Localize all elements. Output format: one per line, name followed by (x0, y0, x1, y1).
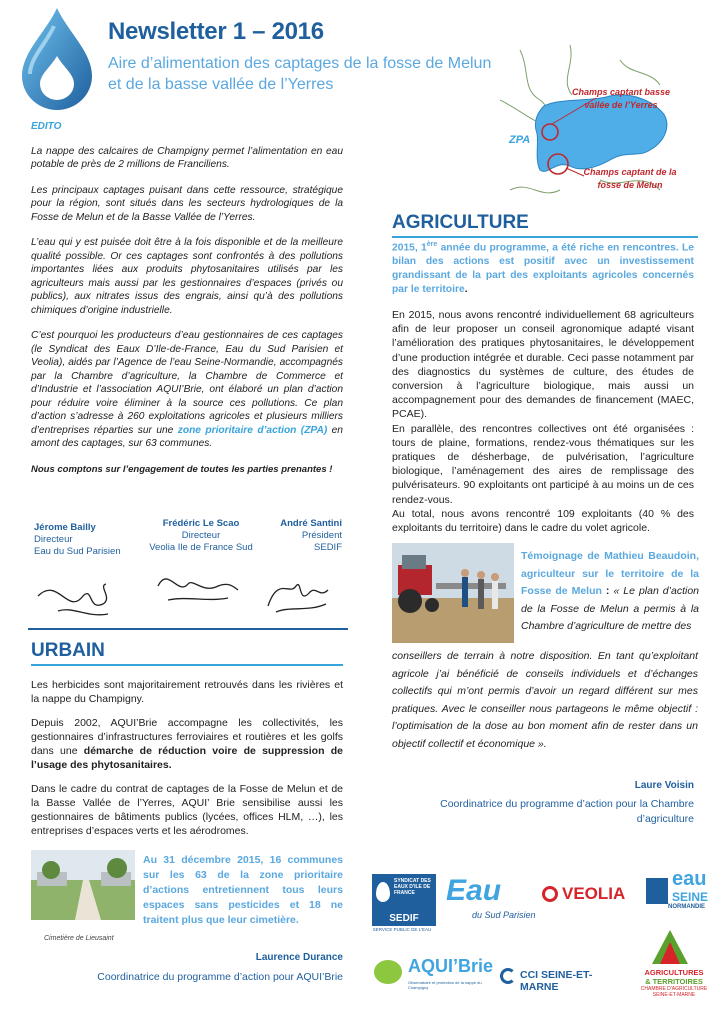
lead-dot: . (464, 284, 468, 296)
aquibrie-sub: Observatoire et protection de la nappe du Champigny (408, 980, 482, 990)
eau-sud-text: Eau (446, 874, 502, 907)
aquibrie-logo (374, 956, 498, 996)
seine-normandie-icon (646, 878, 668, 904)
signatory (34, 522, 121, 558)
author-role: Coordinatrice du programme d’action pour la Chambre d’agriculture (440, 798, 694, 825)
tractor-photo (392, 543, 514, 643)
lead-text: 2015, 1 (392, 242, 427, 254)
sedif-logo-sub: SERVICE PUBLIC DE L'EAU (372, 927, 432, 932)
signatory-name: Jérome Bailly (34, 522, 96, 533)
agri-text: SEINE-ET-MARNE (652, 992, 696, 998)
agriculture-paragraph: Au total, nous avons rencontré 109 exploitants (40 % des exploitants du territoire) dans le cadre du volet agricole. (392, 507, 694, 535)
signatory-name: André Santini (280, 518, 342, 529)
urbain-paragraph: Les herbicides sont majoritairement retrouvés dans les rivières et la nappe du Champigny. (31, 679, 343, 705)
aquibrie-icon (374, 960, 402, 984)
agriculture-heading: AGRICULTURE (392, 212, 529, 233)
cci-icon (500, 968, 516, 984)
divider (31, 664, 343, 666)
testimony-intro (521, 548, 699, 636)
normandie-text: NORMANDIE (668, 904, 705, 910)
urbain-section (31, 678, 343, 848)
urbain-paragraph (31, 716, 343, 772)
divider (28, 628, 348, 630)
testimony-quote: « Le plan d’action de la Fosse de Melun a permis à la Chambre d’agriculture de mettre des (521, 585, 699, 632)
map-label-zpa: ZPA (509, 134, 531, 146)
drop-icon (376, 882, 390, 902)
zpa-highlight: zone prioritaire d’action (ZPA) (177, 424, 328, 436)
cci-text: CCI SEINE-ET-MARNE (520, 969, 593, 993)
photo-caption: Cimetière de Lieusaint (44, 935, 114, 942)
agriculture-paragraph: En parallèle, des rencontres collectives ont été organisées : tours de plaine, formations, rendez-vous thématiques sur les pratiques de désherbage, de pulvérisation, l’agriculture biologique, l’aménagement des aires de remplissage des pulvérisateurs. 90 exploitants ont participé à au moins un de ces rendez-vous. (392, 422, 694, 506)
lead-text: année du programme, a été riche en rencontres. Le bilan des actions est positif avec un investissement grandissant de la part des exploitants agricoles concernés par le territoire (392, 242, 694, 296)
author-role: Coordinatrice du programme d’action pour AQUI’Brie (97, 971, 343, 983)
sedif-logo-text: SEDIF (372, 912, 436, 926)
map-label-yerres: Champs captant basse vallée de l’Yerres (571, 87, 671, 110)
edito-paragraph: La nappe des calcaires de Champigny permet l’alimentation en eau potable de près de 2 millions de Franciliens. (31, 145, 343, 170)
edito-paragraph: L’eau qui y est puisée doit être à la fois disponible et de la meilleure qualité possible. Or ces captages sont confrontés à des pollutions importantes liées aux produits phytosanitaires utilisés par les agriculteurs mais aussi par les gestionnaires d’espaces (privés ou publics), aux nitrates issus des engrais, ainsi qu’à des pollutions chimiques d’origine industrielle. (31, 237, 343, 316)
urbain-text: Depuis 2002, AQUI’Brie accompagne les collectivités, les gestionnaires d’infrastructures ferroviaires et routières et les golfs dans une (31, 717, 343, 757)
author-name: Laure Voisin (634, 780, 694, 791)
urbain-emphasis: démarche de réduction voire de suppression de l’usage des phytosanitaires. (31, 745, 343, 771)
testimony-body: conseillers de terrain à notre disposition. En tant qu’exploitant agricole j’ai bénéficié de conseils individuels et d’échanges collectifs qui m’ont permis d’avoir un regard différent sur mes pratiques. Avec le conseiller nous partageons le même objectif : l’optimisation de la dose au bon moment afin de rester dans un objectif collectif et économique ». (392, 650, 698, 750)
agriculture-lead (392, 238, 694, 297)
signatory (146, 518, 256, 554)
signatory-role: Directeur (181, 530, 221, 541)
signatory-org: SEDIF (314, 542, 342, 553)
newsletter-title: Newsletter 1 – 2016 (108, 18, 324, 45)
handwritten-signatures (28, 556, 348, 626)
water-drop-logo (16, 6, 98, 112)
edito-closing: Nous comptons sur l’engagement de toutes les parties prenantes ! (31, 463, 333, 475)
lead-sup: ère (426, 241, 438, 248)
sedif-logo (366, 874, 436, 936)
aquibrie-text: AQUI’Brie (408, 956, 494, 976)
signatures-block (28, 516, 348, 626)
veolia-logo (542, 884, 638, 914)
sedif-box-text: SYNDICAT DES EAUX D'ILE DE FRANCE (394, 878, 431, 896)
veolia-text: VEOLIA (562, 884, 626, 903)
edito-heading: EDITO (31, 121, 62, 132)
signatory-name: Frédéric Le Scao (162, 518, 240, 529)
zpa-map (500, 40, 710, 220)
testimony-colon: : (601, 585, 614, 597)
edito-section (31, 120, 343, 488)
author-name: Laurence Durance (255, 952, 343, 963)
agri-text: AGRICULTURES (644, 968, 704, 977)
map-label-melun: Champs captant de la fosse de Melun (583, 167, 677, 190)
urbain-highlight: Au 31 décembre 2015, 16 communes sur les 63 de la zone prioritaire d’actions entretiennent tous leurs espaces sans pesticides et 18 ne traitent plus que leur cimetière. (143, 854, 343, 926)
eau-seine-normandie-logo (646, 868, 716, 922)
edito-paragraph (31, 329, 343, 451)
edito-text: C’est pourquoi les producteurs d’eau gestionnaires de ces captages (le Syndicat des Eaux D’Ile-de-France, Eau du Sud Parisien et Veolia), aidés par l’Agence de l’eau Seine-Normandie, accompagnés par la Chambre d’agriculture, la Chambre de Commerce et d’Industrie et l’association AQUI’Brie, ont élaboré un plan d’action pour réduire voire éliminer à la source ces pollutions. Ce plan d’action s’adresse à 260 exploitations agricoles et plusieurs milliers d’entreprises réparties sur une (31, 330, 343, 436)
veolia-icon (542, 886, 558, 902)
eau-sud-parisien-logo (442, 874, 542, 924)
cemetery-photo (31, 850, 135, 920)
edito-paragraph: Les principaux captages puisant dans cette ressource, stratégique pour la région, sont situés dans les secteurs hydrologiques de la Fosse de Melun et de la Basse Vallée de l’Yerres. (31, 184, 343, 223)
signatory-org: Eau du Sud Parisien (34, 546, 121, 557)
chambre-icon (650, 928, 690, 966)
urbain-paragraph: Dans le cadre du contrat de captages de la Fosse de Melun et de la Basse Vallée de l’Yerres, AQUI’ Brie sensibilise aussi les gestionnaires de bâtiments publics (lycées, offices HLM, …), les entreprises d’espaces verts et les aérodromes. (31, 783, 343, 837)
eau-seine-text: eau (672, 868, 707, 890)
signatory-org: Veolia Ile de France Sud (149, 542, 253, 553)
cci-logo (500, 966, 630, 993)
testimony-heading: Témoignage de Mathieu Beaudoin, agriculteur sur le territoire de la Fosse de Melun (521, 550, 699, 597)
newsletter-subtitle: Aire d’alimentation des captages de la fosse de Melun et de la basse vallée de l’Yerres (108, 55, 492, 93)
signatory (260, 518, 342, 554)
seine-text: SEINE (672, 890, 709, 904)
eau-sud-sub: du Sud Parisien (472, 910, 536, 920)
edito-text: en amont des captages, sur 63 communes. (31, 424, 343, 449)
urbain-heading: URBAIN (31, 640, 105, 661)
agriculture-paragraph: En 2015, nous avons rencontré individuellement 68 agriculteurs afin de leur proposer un conseil agronomique adapté visant l’amélioration des pratiques phytosanitaires, le développement d’une production intégrée et durable. Ceci passe notamment par des diagnostics du systèmes de culture, des études de conversion à l’agriculture biologique, mais aussi un accompagnement pour des demandes de financement (MAEC, PCAE). (392, 309, 694, 421)
agri-text: CHAMBRE D'AGRICULTURE (640, 986, 708, 992)
signatory-role: Directeur (34, 534, 73, 545)
signatory-role: Président (301, 530, 342, 541)
chambre-agriculture-logo (636, 928, 712, 1008)
agriculture-section (392, 308, 694, 535)
agri-text: & TERRITOIRES (645, 977, 703, 986)
